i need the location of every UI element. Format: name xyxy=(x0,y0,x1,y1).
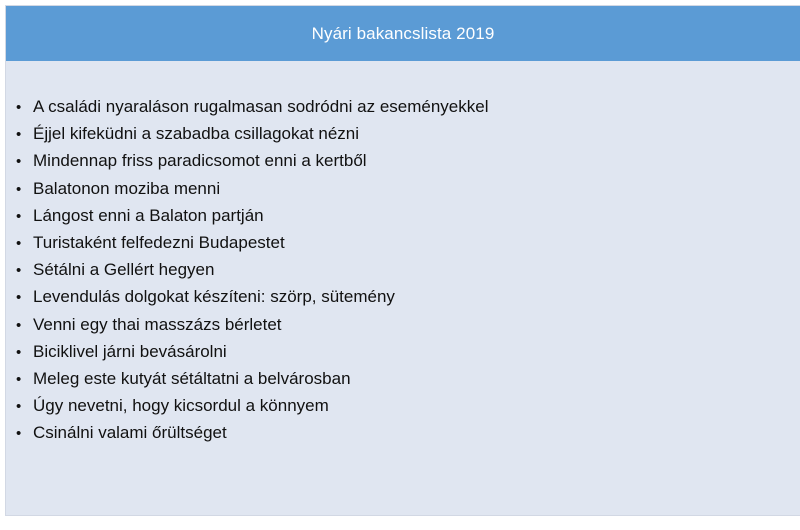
bucket-list-card xyxy=(5,5,800,516)
bullet-icon: • xyxy=(16,316,22,334)
list-item xyxy=(16,287,488,314)
list-item xyxy=(16,206,488,233)
list-item-text: Venni egy thai masszázs bérletet xyxy=(33,314,282,334)
list-item-text: Úgy nevetni, hogy kicsordul a könnyem xyxy=(33,396,329,416)
list-item-text: Éjjel kifeküdni a szabadba csillagokat nézni xyxy=(33,124,360,144)
list-item-text: Biciklivel járni bevásárolni xyxy=(33,341,227,361)
list-item-text: Sétálni a Gellért hegyen xyxy=(33,260,215,280)
list-item-text: Levendulás dolgokat készíteni: szörp, sütemény xyxy=(33,287,395,307)
bullet-icon: • xyxy=(16,289,22,307)
list-item-text: Balatonon moziba menni xyxy=(33,178,221,198)
bullet-icon: • xyxy=(16,370,22,388)
bucket-list xyxy=(16,97,488,450)
bullet-icon: • xyxy=(16,126,22,144)
list-item xyxy=(16,260,488,287)
list-item xyxy=(16,97,488,124)
bullet-icon: • xyxy=(16,99,22,116)
bullet-icon: • xyxy=(16,180,22,198)
bullet-icon: • xyxy=(16,234,22,252)
list-item xyxy=(16,124,488,151)
list-item xyxy=(16,369,488,396)
card-title: Nyári bakancslista 2019 xyxy=(311,23,495,43)
bullet-icon: • xyxy=(16,207,22,225)
card-header xyxy=(6,6,800,61)
bullet-icon: • xyxy=(16,262,22,280)
bullet-icon: • xyxy=(16,398,22,416)
bullet-icon: • xyxy=(16,153,22,171)
list-item xyxy=(16,233,488,260)
list-item xyxy=(16,315,488,342)
list-item xyxy=(16,423,488,450)
list-item-text: Meleg este kutyát sétáltatni a belvárosban xyxy=(33,368,351,388)
list-item-text: Turistaként felfedezni Budapestet xyxy=(33,232,285,252)
list-item-text: A családi nyaraláson rugalmasan sodródni az eseményekkel xyxy=(33,97,489,116)
list-item-text: Mindennap friss paradicsomot enni a kertből xyxy=(33,151,367,171)
list-item xyxy=(16,179,488,206)
bullet-icon: • xyxy=(16,343,22,361)
list-item-text: Csinálni valami őrültséget xyxy=(33,423,227,443)
list-item xyxy=(16,342,488,369)
list-item xyxy=(16,396,488,423)
list-item xyxy=(16,151,488,178)
list-item-text: Lángost enni a Balaton partján xyxy=(33,205,264,225)
bullet-icon: • xyxy=(16,425,22,443)
